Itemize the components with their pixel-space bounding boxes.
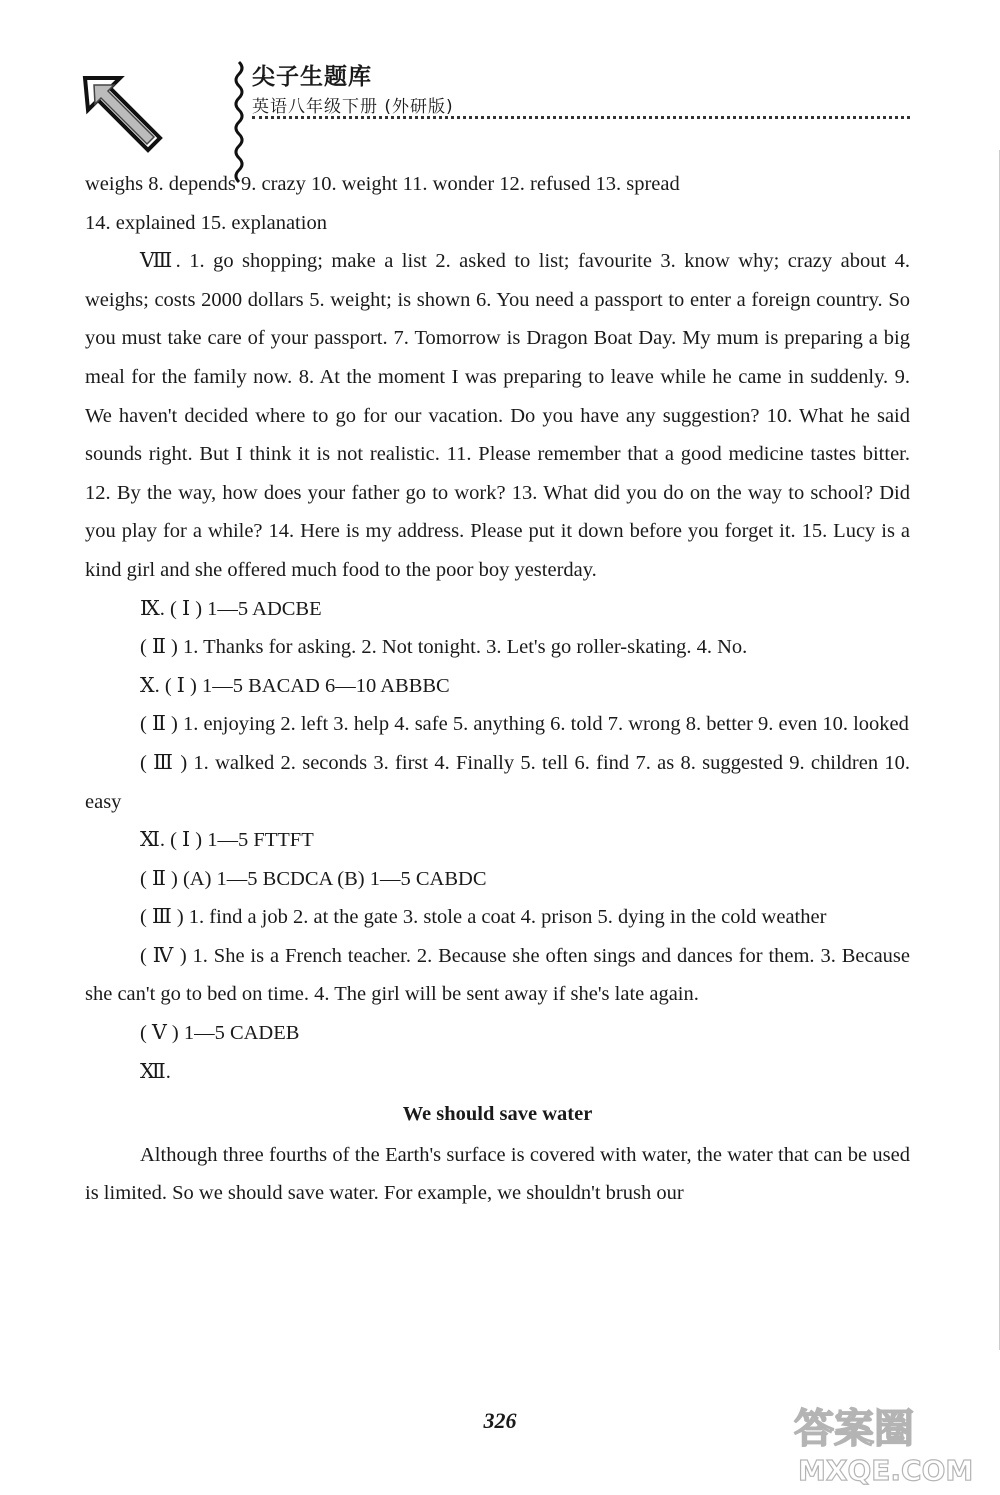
answer-content: [85, 165, 910, 1213]
header-dotted-divider: [252, 116, 910, 119]
section-xi-part4: ( Ⅳ ) 1. She is a French teacher. 2. Because she often sings and dances for them. 3. Because she can't go to bed on time. 4. The girl will be sent away if she's late again.: [85, 944, 910, 1006]
section-xii: Ⅻ.: [140, 1060, 171, 1083]
section-ix-part2: ( Ⅱ ) 1. Thanks for asking. 2. Not tonight. 3. Let's go roller-skating. 4. No.: [140, 636, 748, 659]
section-xi-part3: ( Ⅲ ) 1. find a job 2. at the gate 3. stole a coat 4. prison 5. dying in the cold weather: [140, 906, 827, 929]
section-x-part1: Ⅹ. ( Ⅰ ) 1—5 BACAD 6—10 ABBBC: [140, 674, 450, 697]
section-xi-part1: Ⅺ. ( Ⅰ ) 1—5 FTTFT: [140, 829, 314, 852]
answer-line: 14. explained 15. explanation: [85, 211, 327, 234]
book-subtitle: 英语八年级下册 (外研版): [252, 97, 454, 117]
essay-paragraph: Although three fourths of the Earth's surface is covered with water, the water that can be used is limited. So we should save water. For example, we shouldn't brush our: [85, 1143, 910, 1205]
essay-title: We should save water: [402, 1103, 593, 1126]
page-number: 326: [483, 1408, 517, 1433]
section-x-part3: ( Ⅲ ) 1. walked 2. seconds 3. first 4. Finally 5. tell 6. find 7. as 8. suggested 9. children 10. easy: [85, 751, 910, 813]
svg-text:MXQE.COM: MXQE.COM: [798, 1454, 974, 1487]
section-viii: Ⅷ. 1. go shopping; make a list 2. asked to list; favourite 3. know why; crazy about 4. weighs; costs 2000 dollars 5. weight; is shown 6. You need a passport to enter a foreign country. So you must take care of your passport. 7. Tomorrow is Dragon Boat Day. My mum is preparing a big meal for the family now. 8. At the moment I was preparing to leave while he came in suddenly. 9. We haven't decided where to go for our vacation. Do you have any suggestion? 10. What he said sounds right. But I think it is not realistic. 11. Please remember that a good medicine tastes bitter. 12. By the way, how does your father go to work? 13. What did you do on the way to school? Did you play for a while? 14. Here is my address. Please put it down before you forget it. 15. Lucy is a kind girl and she offered much food to the poor boy yesterday.: [85, 250, 910, 581]
section-x-part2: ( Ⅱ ) 1. enjoying 2. left 3. help 4. safe 5. anything 6. told 7. wrong 8. better 9. even 10. looked: [140, 713, 909, 736]
svg-text:答案圈: 答案圈: [794, 1406, 914, 1452]
watermark-logo: [788, 1392, 988, 1487]
answer-line: weighs 8. depends 9. crazy 10. weight 11. wonder 12. refused 13. spread: [85, 173, 680, 195]
page-header: [80, 50, 910, 150]
section-xi-part2: ( Ⅱ ) (A) 1—5 BCDCA (B) 1—5 CABDC: [140, 867, 487, 890]
book-title: 尖子生题库: [252, 64, 372, 90]
section-xi-part5: ( Ⅴ ) 1—5 CADEB: [140, 1022, 300, 1045]
section-ix-part1: Ⅸ. ( Ⅰ ) 1—5 ADCBE: [140, 597, 322, 620]
arrow-logo-icon: [80, 70, 170, 160]
